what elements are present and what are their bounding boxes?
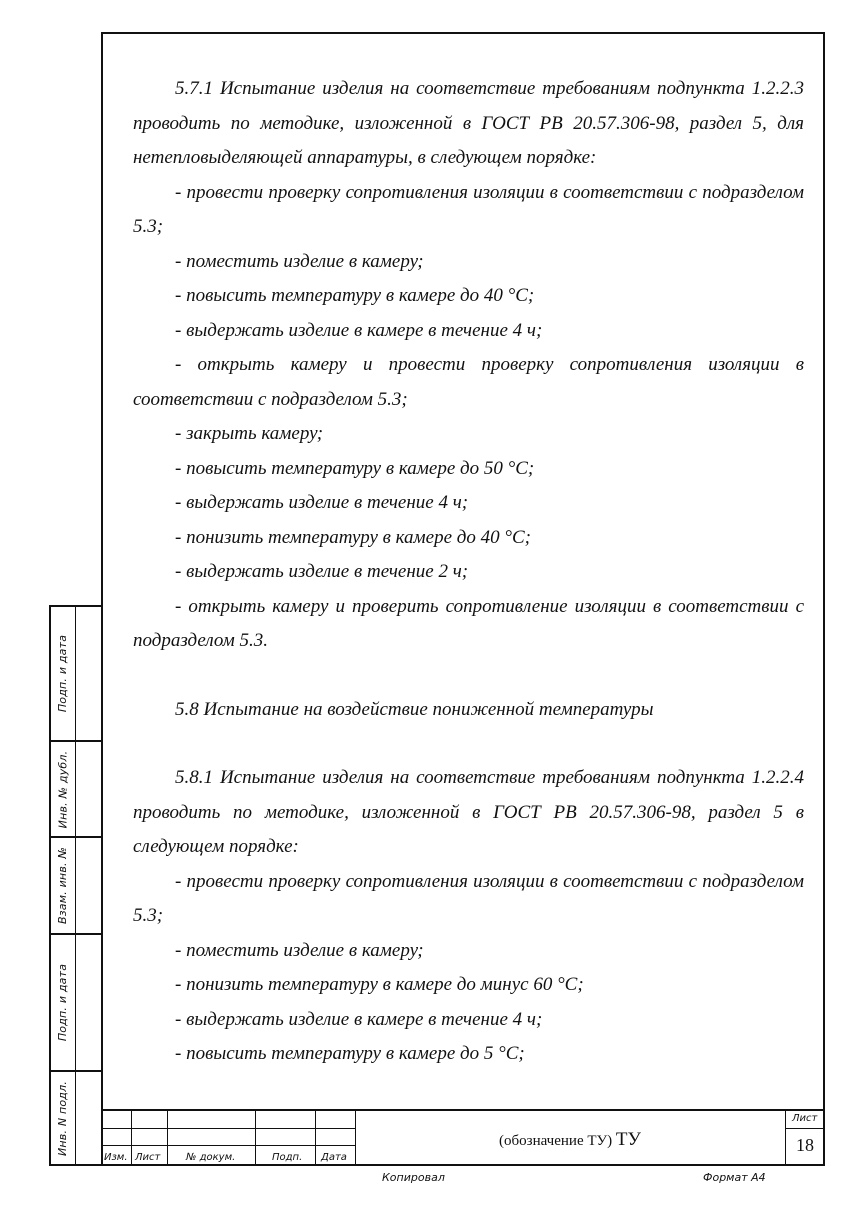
sheet-number: 18 bbox=[796, 1135, 814, 1155]
side-label: Инв. № дубл. bbox=[56, 750, 70, 828]
paragraph: - повысить температуру в камере до 50 °С; bbox=[175, 457, 535, 479]
paragraph: - закрыть камеру; bbox=[175, 423, 324, 444]
paragraph: - повысить температуру в камере до 5 °С; bbox=[175, 1043, 525, 1064]
paragraph: - выдержать изделие в течение 2 ч; bbox=[175, 561, 469, 582]
side-stamp-podp-data-top bbox=[49, 605, 101, 742]
paragraph: - поместить изделие в камеру; bbox=[175, 250, 424, 272]
paragraph: - провести проверку сопротивления изоляции в соответствии с подразделом 5.3; bbox=[133, 181, 804, 237]
paragraph: 5.8.1 Испытание изделия на соответствие требованиям подпункта 1.2.2.4 проводить по методике, изложенной в ГОСТ РВ 20.57.306-98, раздел 5 в следующем порядке: bbox=[133, 767, 804, 857]
paragraph: - выдержать изделие в камере в течение 4 ч; bbox=[175, 1008, 543, 1030]
document-body bbox=[133, 72, 804, 1072]
paragraph: - поместить изделие в камеру; bbox=[175, 939, 424, 961]
paragraph: - выдержать изделие в камере в течение 4 ч; bbox=[175, 319, 543, 341]
title-block bbox=[101, 1109, 825, 1166]
designation-code: ТУ bbox=[615, 1129, 641, 1150]
podp-label: Подп. bbox=[272, 1152, 303, 1163]
paragraph: - понизить температуру в камере до минус 60 °С; bbox=[175, 974, 584, 995]
data-label: Дата bbox=[321, 1152, 347, 1163]
document-designation bbox=[355, 1129, 785, 1151]
side-label: Взам. инв. № bbox=[56, 846, 70, 925]
paragraph: 5.8 Испытание на воздействие пониженной температуры bbox=[175, 698, 654, 720]
side-stamp-inv-dubl bbox=[49, 740, 101, 838]
paragraph: - открыть камеру и провести проверку сопротивления изоляции в соответствии с подразделом 5.3; bbox=[133, 354, 804, 410]
sheet-label: Лист bbox=[792, 1113, 818, 1124]
side-label: Инв. N подл. bbox=[56, 1080, 70, 1156]
format-label: Формат А4 bbox=[703, 1171, 766, 1184]
side-stamp-podp-data-bottom bbox=[49, 933, 101, 1072]
designation-prefix: (обозначение ТУ) bbox=[499, 1133, 613, 1149]
paragraph: - понизить температуру в камере до 40 °С; bbox=[175, 526, 531, 548]
paragraph: - выдержать изделие в течение 4 ч; bbox=[175, 492, 469, 513]
side-label: Подп. и дата bbox=[56, 963, 70, 1042]
izm-label: Изм. bbox=[104, 1152, 128, 1163]
side-stamp-vzam-inv bbox=[49, 836, 101, 935]
side-label: Подп. и дата bbox=[56, 634, 70, 713]
copied-label: Копировал bbox=[382, 1171, 445, 1184]
paragraph: 5.7.1 Испытание изделия на соответствие требованиям подпункта 1.2.2.3 проводить по методике, изложенной в ГОСТ РВ 20.57.306-98, раздел 5, для нетепловыделяющей аппаратуры, в следующем порядке: bbox=[133, 78, 804, 168]
paragraph: - повысить температуру в камере до 40 °С; bbox=[175, 285, 535, 306]
n-dokum-label: № докум. bbox=[186, 1152, 236, 1163]
side-stamp-inv-podl bbox=[49, 1070, 101, 1166]
list-label: Лист bbox=[135, 1152, 161, 1163]
paragraph: - провести проверку сопротивления изоляции в соответствии с подразделом 5.3; bbox=[133, 870, 804, 926]
paragraph: - открыть камеру и проверить сопротивление изоляции в соответствии с подразделом 5.3. bbox=[133, 595, 804, 651]
